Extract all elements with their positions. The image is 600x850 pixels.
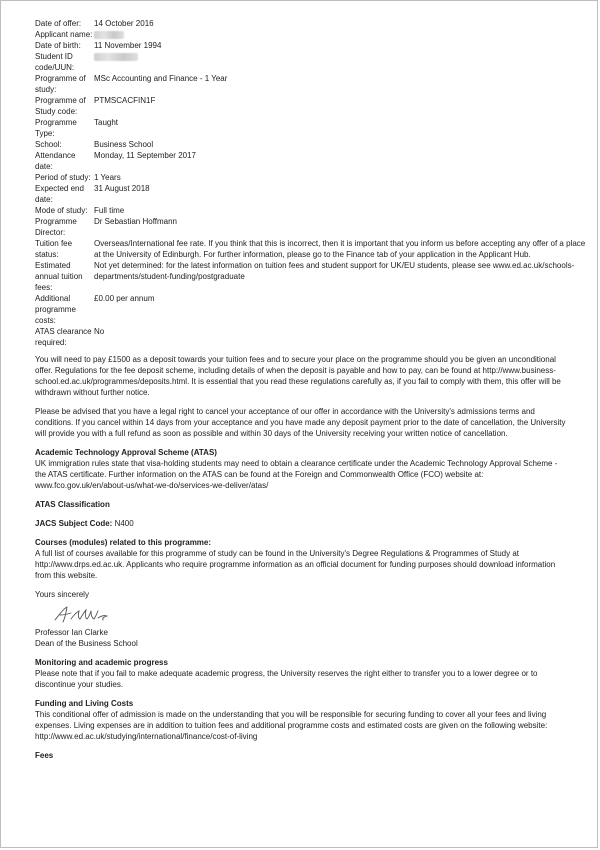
offer-details-table <box>35 18 587 348</box>
detail-row <box>35 260 587 293</box>
detail-value: MSc Accounting and Finance - 1 Year <box>94 74 228 83</box>
detail-value: Business School <box>94 140 154 149</box>
detail-row <box>35 183 587 205</box>
detail-row <box>35 73 587 95</box>
detail-label: Attendance date: <box>35 151 76 171</box>
detail-row <box>35 139 587 150</box>
jacs-code: N400 <box>114 519 134 528</box>
detail-label: School: <box>35 140 62 149</box>
redacted-value <box>94 53 138 61</box>
detail-row <box>35 205 587 216</box>
detail-value: £0.00 per annum <box>94 294 155 303</box>
courses-heading: Courses (modules) related to this programme: <box>35 538 212 547</box>
redacted-value <box>94 31 124 39</box>
detail-row <box>35 95 587 117</box>
detail-row <box>35 150 587 172</box>
detail-row <box>35 117 587 139</box>
detail-value: Not yet determined: for the latest information on tuition fees and student support for UK/EU students, please see www.ed.ac.uk/schools-departments/student-funding/postgraduate <box>94 261 575 281</box>
detail-row <box>35 172 587 183</box>
fees-heading: Fees <box>35 751 54 760</box>
detail-value: PTMSCACFIN1F <box>94 96 156 105</box>
detail-label: Programme Type: <box>35 118 77 138</box>
detail-label: Date of birth: <box>35 41 81 50</box>
detail-value: Taught <box>94 118 119 127</box>
detail-value <box>94 29 587 40</box>
signature-image <box>51 603 115 625</box>
detail-value: Dr Sebastian Hoffmann <box>94 217 178 226</box>
detail-value: 31 August 2018 <box>94 184 150 193</box>
detail-row <box>35 29 587 40</box>
signatory-title: Dean of the Business School <box>35 639 138 648</box>
detail-row <box>35 40 587 51</box>
detail-label: Additional programme costs: <box>35 294 76 325</box>
closing-text: Yours sincerely <box>35 590 89 599</box>
detail-row <box>35 326 587 348</box>
detail-label: Programme Director: <box>35 217 77 237</box>
detail-label: Estimated annual tuition fees: <box>35 261 83 292</box>
jacs-label: JACS Subject Code: <box>35 519 113 528</box>
signatory-name: Professor Ian Clarke <box>35 628 108 637</box>
detail-label: Programme of Study code: <box>35 96 86 116</box>
monitoring-text: Please note that if you fail to make adequate academic progress, the University reserves the right either to transfer you to a lower degree or to discontinue your studies. <box>35 669 538 689</box>
detail-value: 1 Years <box>94 173 121 182</box>
detail-label: Mode of study: <box>35 206 88 215</box>
detail-label: Period of study: <box>35 173 91 182</box>
detail-label: Date of offer: <box>35 19 82 28</box>
deposit-paragraph: You will need to pay £1500 as a deposit towards your tuition fees and to secure your place on the programme should you be given an unconditional offer. Regulations for the fee deposit scheme, including details of when the deposit is payable and how to pay, can be found at http://www.business-school.ed.ac.uk/programmes/deposits.html. It is essential that you read these regulations carefully as, if you fail to comply with them, this offer will be withdrawn without further notice. <box>35 355 561 397</box>
atas-heading: Academic Technology Approval Scheme (ATAS) <box>35 448 217 457</box>
detail-value: Full time <box>94 206 125 215</box>
detail-label: Programme of study: <box>35 74 86 94</box>
detail-row <box>35 293 587 326</box>
detail-row <box>35 18 587 29</box>
detail-label: Tuition fee status: <box>35 239 73 259</box>
detail-value: 14 October 2016 <box>94 19 154 28</box>
funding-heading: Funding and Living Costs <box>35 699 134 708</box>
detail-value: Overseas/International fee rate. If you think that this is incorrect, then it is important that you inform us before accepting any offer of a place at the University of Edinburgh. For further information, please go to the Finance tab of your application in the Applicant Hub. <box>94 239 586 259</box>
detail-value <box>94 51 587 73</box>
detail-row <box>35 238 587 260</box>
atas-classification-heading: ATAS Classification <box>35 500 110 509</box>
detail-label: Applicant name: <box>35 30 93 39</box>
detail-value: No <box>94 327 105 336</box>
atas-text: UK immigration rules state that visa-holding students may need to obtain a clearance certificate under the Academic Technology Approval Scheme - the ATAS certificate. Further information on the ATAS can be found at the Foreign and Commonwealth Office (FCO) website at: www.fco.gov.uk/en/about-us/what-we-do/services-we-deliver/atas/ <box>35 459 558 490</box>
funding-text: This conditional offer of admission is made on the understanding that you will be responsible for securing funding to cover all your fees and living expenses. Living expenses are in addition to tuition fees and additional programme costs and estimated costs are given on the following website: http://www.ed.ac.uk/studying/international/finance/cost-of-living <box>35 710 548 741</box>
detail-label: ATAS clearance required: <box>35 327 92 347</box>
cancellation-paragraph: Please be advised that you have a legal right to cancel your acceptance of our offer in accordance with the University's admissions terms and conditions. If you cancel within 14 days from your acceptance and you have made any deposit payment prior to the date of cancellation, the University will provide you with a full refund as soon as possible and within 30 days of the University receiving your written notice of cancellation. <box>35 407 566 438</box>
detail-label: Student ID code/UUN: <box>35 52 75 72</box>
detail-label: Expected end date: <box>35 184 84 204</box>
detail-row <box>35 216 587 238</box>
detail-row <box>35 51 587 73</box>
detail-value: Monday, 11 September 2017 <box>94 151 196 160</box>
courses-text: A full list of courses available for this programme of study can be found in the University's Degree Regulations & Programmes of Study at http://www.drps.ed.ac.uk. Applicants who require programme information as an official document for funding purposes should download information from this website. <box>35 549 556 580</box>
monitoring-heading: Monitoring and academic progress <box>35 658 168 667</box>
jacs-line <box>35 518 568 529</box>
detail-value: 11 November 1994 <box>94 41 162 50</box>
